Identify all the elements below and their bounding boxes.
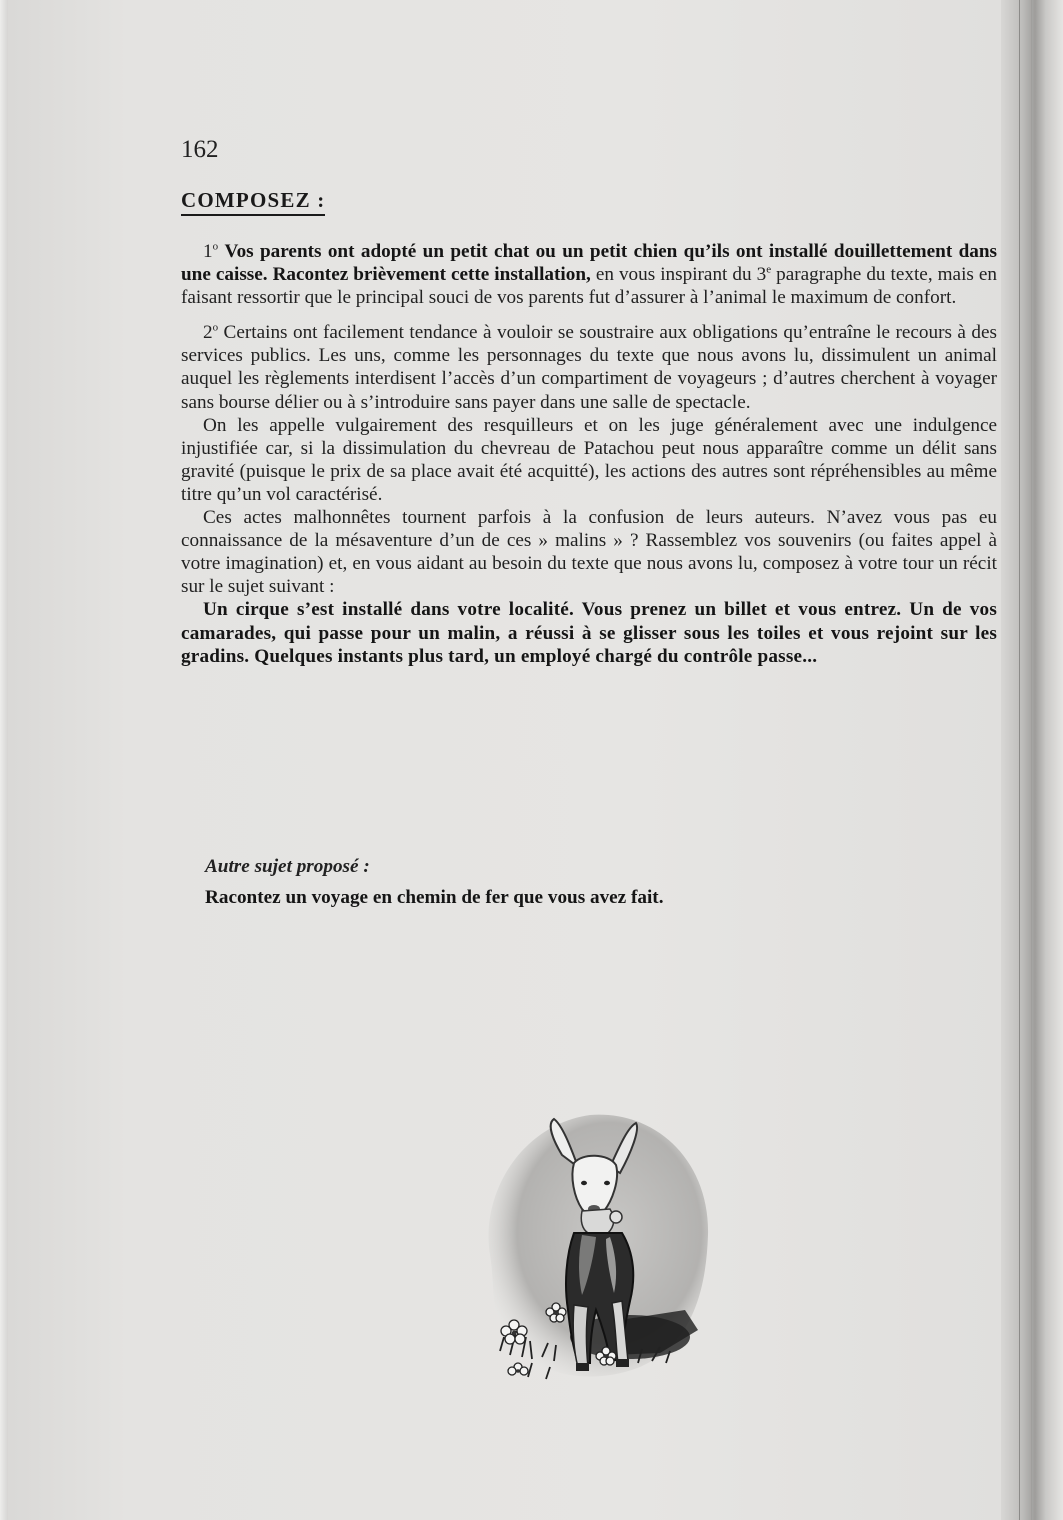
exercise-1-number: 1: [203, 241, 213, 262]
other-subject-text: Racontez un voyage en chemin de fer que vous avez fait.: [205, 887, 664, 908]
page-number: 162: [181, 136, 219, 163]
section-heading: COMPOSEZ :: [181, 188, 325, 216]
exercise-1-text: en vous inspirant du 3: [590, 264, 767, 286]
exercise-2-paragraph-3: Ces actes malhonnêtes tournent parfois à la confusion de leurs auteurs. N’avez vous pas eu connaissance de la mésaventure d’un de ces » malins » ? Rassemblez vos souvenirs (ou faites appel à votre imagination) et, en vous aidant au besoin du texte que nous avons lu, composez à votre tour un récit sur le sujet suivant :: [181, 507, 997, 598]
page-left-edge: [0, 0, 8, 1520]
exercise-2-text: Certains ont facilement tendance à vouloir se soustraire aux obligations qu’entraîne le recours à des services publics. Les uns, comme les personnages du texte que nous avons lu, dissimulent un animal auquel les règlements interdisent l’accès d’un compartiment de voyageurs ; d’autres cherchent à voyager sans bourse délier ou à s’introduire sans payer dans une salle de spectacle.: [181, 322, 997, 413]
exercise-2-paragraph-1: [181, 321, 997, 413]
exercise-2-subject: Un cirque s’est installé dans votre localité. Vous prenez un billet et vous entrez. Un de vos camarades, qui passe pour un malin, a réussi à se glisser sous les toiles et vous rejoint sur les gradins. Quelques instants plus tard, un employé chargé du contrôle passe...: [181, 599, 997, 667]
exercise-1-degree: o: [212, 240, 219, 253]
exercise-2-number: 2: [203, 322, 213, 344]
exercise-1-bold-prompt: Vos parents ont adopté un petit chat ou un petit chien qu’ils ont installé douillettement dans une caisse. Racontez brièvement cette installation,: [181, 241, 998, 286]
exercise-1-paragraph: [181, 240, 997, 309]
other-subject-label: Autre sujet proposé :: [205, 856, 370, 877]
exercise-2-paragraph-2: On les appelle vulgairement des resquilleurs et on les juge généralement avec une indulgence injustifiée car, si la dissimulation du chevreau de Patachou peut nous apparaître comme un délit sans gravité (puisque le prix de sa place avait été acquitté), les actions des autres sont répréhensibles au même titre qu’un vol caractérisé.: [181, 414, 997, 505]
body-text: [181, 240, 997, 668]
book-spine-shadow: [1001, 0, 1063, 1520]
exercise-1-superscript: e: [766, 263, 772, 276]
exercise-1-text-end: paragraphe du texte, mais en faisant ressortir que le principal souci de vos parents fut d’assurer à l’animal le maximum de confort.: [181, 264, 997, 309]
exercise-2-degree: o: [212, 321, 219, 334]
goat-kid-icon: [470, 1105, 720, 1395]
